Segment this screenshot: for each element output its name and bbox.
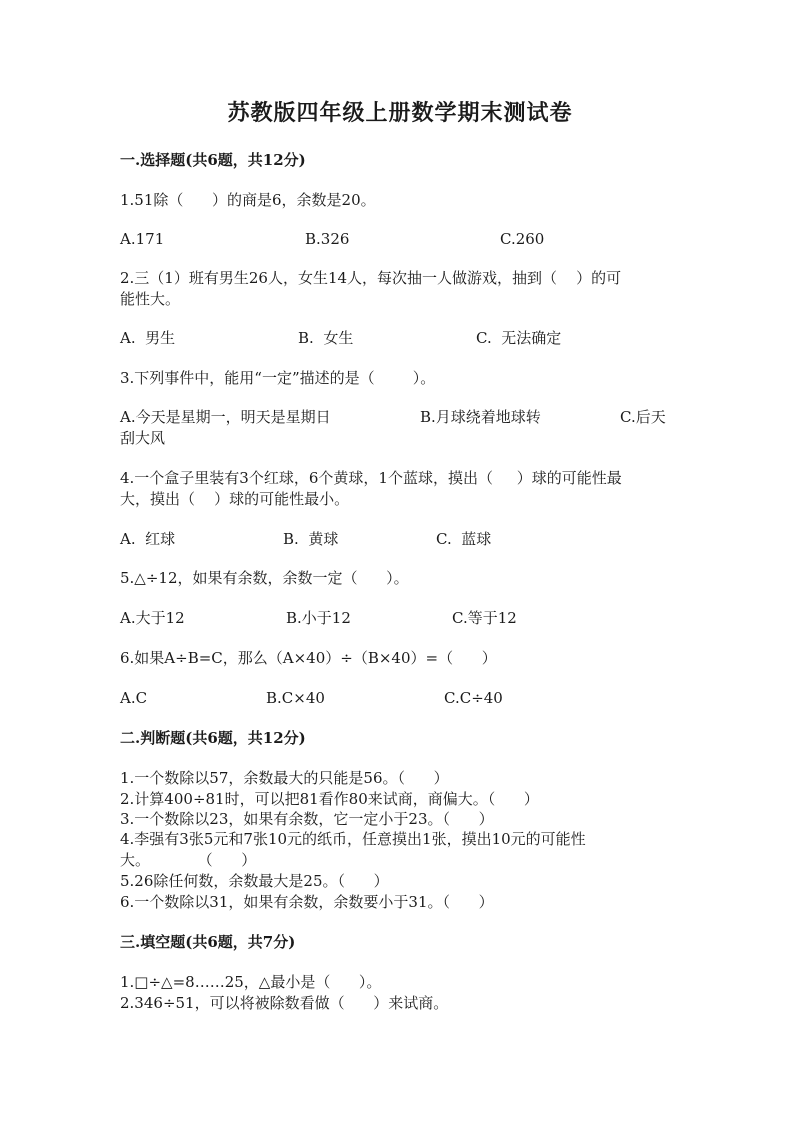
question-6-option-a: A.C (120, 689, 148, 707)
question-4-option-c: C. 蓝球 (436, 530, 492, 548)
question-2-option-c: C. 无法确定 (476, 329, 562, 347)
question-5-option-b: B.小于12 (286, 609, 351, 627)
question-4-stem-line1: 4.一个盒子里装有3个红球，6个黄球，1个蓝球，摸出（ ）球的可能性最 (120, 469, 622, 487)
question-1-option-a: A.171 (120, 230, 165, 248)
question-2-option-b: B. 女生 (298, 329, 354, 347)
question-3-option-c-continued: 刮大风 (120, 429, 166, 447)
judge-item-5: 5.26除任何数，余数最大是25。（ ） (120, 872, 389, 890)
question-6-stem: 6.如果A÷B=C，那么（A×40）÷（B×40）=（ ） (120, 649, 497, 667)
question-3-option-a: A.今天是星期一，明天是星期日 (120, 408, 331, 426)
section-heading-fill: 三.填空题(共6题，共7分) (120, 933, 296, 951)
question-2-option-a: A. 男生 (120, 329, 176, 347)
question-1-stem: 1.51除（ ）的商是6，余数是20。 (120, 191, 376, 209)
fill-item-2: 2.346÷51，可以将被除数看做（ ）来试商。 (120, 994, 449, 1012)
question-2-stem-line2: 能性大。 (120, 290, 181, 308)
judge-item-4-line2: 大。 （ ） (120, 851, 257, 869)
question-1-option-c: C.260 (500, 230, 545, 248)
question-4-stem-line2: 大，摸出（ ）球的可能性最小。 (120, 490, 350, 508)
page-title: 苏教版四年级上册数学期末测试卷 (227, 100, 573, 126)
section-heading-judge: 二.判断题(共6题，共12分) (120, 729, 306, 747)
judge-item-3: 3.一个数除以23，如果有余数，它一定小于23。（ ） (120, 810, 494, 828)
question-5-stem: 5.△÷12，如果有余数，余数一定（ ）。 (120, 569, 409, 587)
judge-item-6: 6.一个数除以31，如果有余数，余数要小于31。（ ） (120, 893, 494, 911)
question-2-stem-line1: 2.三（1）班有男生26人，女生14人，每次抽一人做游戏，抽到（ ）的可 (120, 269, 622, 287)
question-6-option-c: C.C÷40 (444, 689, 503, 707)
section-heading-choice: 一.选择题(共6题，共12分) (120, 151, 306, 169)
question-4-option-a: A. 红球 (120, 530, 176, 548)
question-4-option-b: B. 黄球 (283, 530, 339, 548)
question-1-option-b: B.326 (305, 230, 350, 248)
judge-item-4-line1: 4.李强有3张5元和7张10元的纸币，任意摸出1张，摸出10元的可能性 (120, 830, 586, 848)
question-3-option-b: B.月球绕着地球转 (420, 408, 541, 426)
question-5-option-a: A.大于12 (120, 609, 185, 627)
question-5-option-c: C.等于12 (452, 609, 517, 627)
question-3-option-c: C.后天 (620, 408, 666, 426)
question-3-stem: 3.下列事件中，能用“一定”描述的是（ ）。 (120, 369, 436, 387)
fill-item-1: 1.□÷△=8……25，△最小是（ ）。 (120, 973, 382, 991)
judge-item-1: 1.一个数除以57，余数最大的只能是56。（ ） (120, 769, 449, 787)
judge-item-2: 2.计算400÷81时，可以把81看作80来试商，商偏大。（ ） (120, 790, 539, 808)
question-6-option-b: B.C×40 (266, 689, 325, 707)
